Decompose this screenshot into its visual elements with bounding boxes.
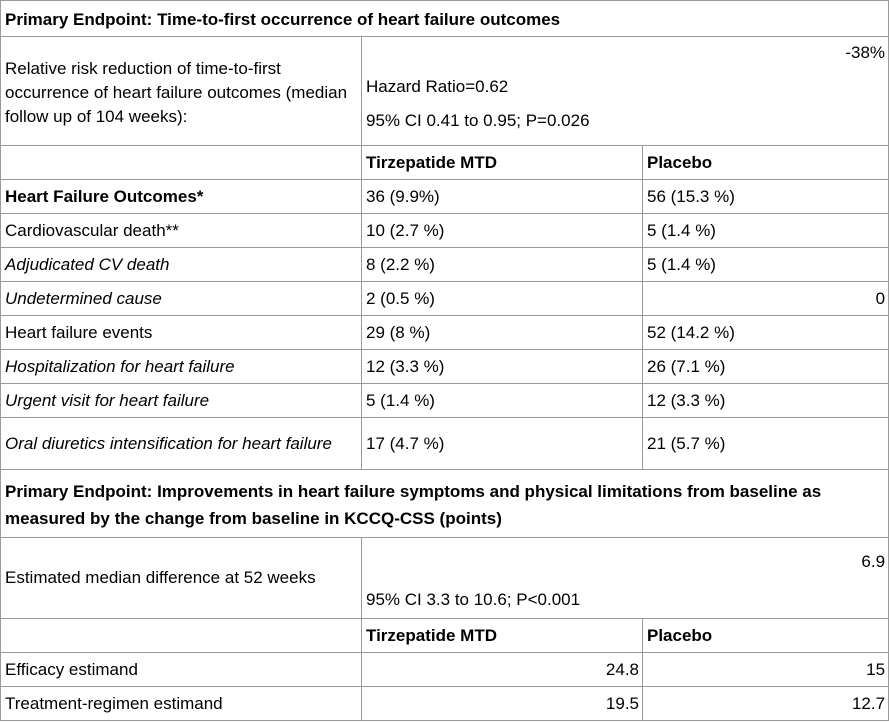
section1-title: Primary Endpoint: Time-to-first occurrence of heart failure outcomes <box>1 1 889 37</box>
row-label: Undetermined cause <box>1 282 362 316</box>
row-label: Heart failure events <box>1 316 362 350</box>
row-label: Urgent visit for heart failure <box>1 384 362 418</box>
row-tirz: 12 (3.3 %) <box>362 350 643 384</box>
diff-value: 6.9 <box>861 552 886 571</box>
col-header-tirzepatide: Tirzepatide MTD <box>362 619 643 653</box>
row-tirz: 5 (1.4 %) <box>362 384 643 418</box>
row-label: Heart Failure Outcomes* <box>1 180 362 214</box>
row-placebo: 5 (1.4 %) <box>643 214 889 248</box>
table-row <box>1 282 889 316</box>
row-label: Cardiovascular death** <box>1 214 362 248</box>
row-label: Oral diuretics intensification for heart failure <box>1 418 362 470</box>
row-placebo: 0 <box>643 282 889 316</box>
row-placebo: 52 (14.2 %) <box>643 316 889 350</box>
table-row <box>1 418 889 470</box>
diff-ci-text: 95% CI 3.3 to 10.6; P<0.001 <box>366 590 581 609</box>
table-row <box>1 214 889 248</box>
table-row <box>1 384 889 418</box>
hazard-ratio: Hazard Ratio=0.62 <box>366 77 509 96</box>
col-header-placebo: Placebo <box>643 146 889 180</box>
table-row <box>1 350 889 384</box>
row-placebo: 56 (15.3 %) <box>643 180 889 214</box>
header-empty <box>1 146 362 180</box>
row-tirz: 36 (9.9%) <box>362 180 643 214</box>
col-header-tirzepatide: Tirzepatide MTD <box>362 146 643 180</box>
row-tirz: 24.8 <box>362 653 643 687</box>
row-placebo: 12.7 <box>643 687 889 721</box>
rrr-value: -38% <box>845 43 886 62</box>
row-tirz: 8 (2.2 %) <box>362 248 643 282</box>
table-row <box>1 248 889 282</box>
row-placebo: 26 (7.1 %) <box>643 350 889 384</box>
header-empty <box>1 619 362 653</box>
rrr-result-cell <box>362 37 889 146</box>
table-row <box>1 687 889 721</box>
row-tirz: 29 (8 %) <box>362 316 643 350</box>
row-label: Adjudicated CV death <box>1 248 362 282</box>
row-tirz: 19.5 <box>362 687 643 721</box>
row-label: Treatment-regimen estimand <box>1 687 362 721</box>
row-placebo: 12 (3.3 %) <box>643 384 889 418</box>
row-label: Efficacy estimand <box>1 653 362 687</box>
row-label: Hospitalization for heart failure <box>1 350 362 384</box>
row-tirz: 17 (4.7 %) <box>362 418 643 470</box>
rrr-label: Relative risk reduction of time-to-first occurrence of heart failure outcomes (median follow up of 104 weeks): <box>1 37 362 146</box>
row-tirz: 10 (2.7 %) <box>362 214 643 248</box>
row-placebo: 5 (1.4 %) <box>643 248 889 282</box>
diff-result-cell <box>362 538 889 619</box>
row-placebo: 21 (5.7 %) <box>643 418 889 470</box>
row-placebo: 15 <box>643 653 889 687</box>
section2-title: Primary Endpoint: Improvements in heart failure symptoms and physical limitations from baseline as measured by the change from baseline in KCCQ-CSS (points) <box>1 470 889 538</box>
ci-text: 95% CI 0.41 to 0.95; P=0.026 <box>366 111 590 130</box>
table-row <box>1 180 889 214</box>
diff-label: Estimated median difference at 52 weeks <box>1 538 362 619</box>
table-row <box>1 316 889 350</box>
row-tirz: 2 (0.5 %) <box>362 282 643 316</box>
table-row <box>1 653 889 687</box>
col-header-placebo: Placebo <box>643 619 889 653</box>
